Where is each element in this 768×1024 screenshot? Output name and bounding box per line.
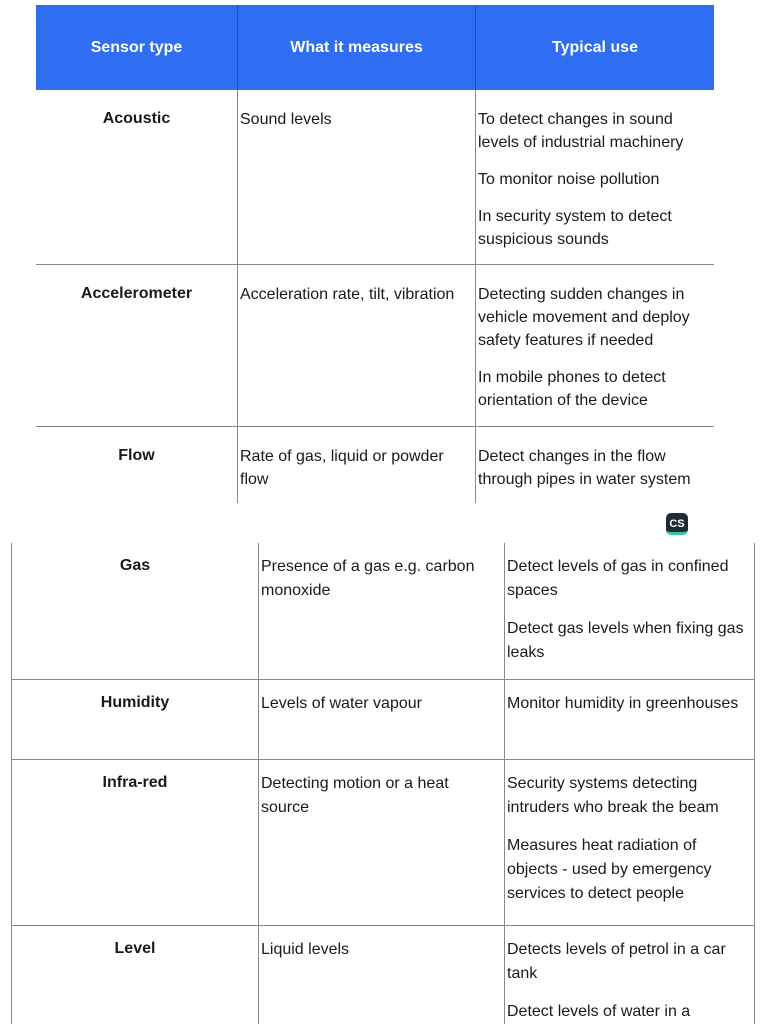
- use-item: In security system to detect suspicious sounds: [478, 208, 672, 248]
- sensor-name: Gas: [12, 543, 259, 679]
- sensor-measures: Presence of a gas e.g. carbon monoxide: [259, 543, 505, 679]
- header-typical-use: Typical use: [552, 38, 638, 56]
- table-row: [12, 760, 754, 926]
- sensor-measures: Sound levels: [238, 90, 476, 264]
- use-item: Measures heat radiation of objects - used by emergency services to detect people: [507, 837, 712, 902]
- use-item: Detect levels of gas in confined spaces: [507, 558, 729, 599]
- sensor-uses: [505, 926, 752, 1024]
- sensor-measures: Acceleration rate, tilt, vibration: [238, 265, 476, 426]
- sensor-uses: [476, 90, 714, 264]
- sensor-name: Infra-red: [12, 760, 259, 925]
- use-item: Detect levels of water in a: [507, 1003, 691, 1020]
- use-item: Detect gas levels when fixing gas leaks: [507, 620, 744, 661]
- use-item: To monitor noise pollution: [478, 171, 660, 188]
- sensor-name: Acoustic: [36, 90, 238, 264]
- sensor-measures: Detecting motion or a heat source: [259, 760, 505, 925]
- table-row: [36, 90, 714, 265]
- use-item: Detecting sudden changes in vehicle movement and deploy safety features if needed: [478, 286, 690, 349]
- table-row: [36, 265, 714, 427]
- sensor-uses: [505, 760, 752, 925]
- sensor-measures: Levels of water vapour: [259, 680, 505, 759]
- sensor-name: Humidity: [12, 680, 259, 759]
- sensor-name: Flow: [36, 427, 238, 503]
- table-row: [12, 680, 754, 760]
- use-item: Monitor humidity in greenhouses: [507, 695, 739, 712]
- use-item: Detect changes in the flow through pipes in water system: [478, 448, 691, 488]
- use-item: To detect changes in sound levels of industrial machinery: [478, 111, 684, 151]
- sensor-name: Level: [12, 926, 259, 1024]
- sensor-measures: Rate of gas, liquid or powder flow: [238, 427, 476, 503]
- sensor-table-bottom: [11, 543, 755, 1024]
- sensor-uses: [476, 265, 714, 426]
- camscanner-logo-icon: CS: [666, 513, 688, 535]
- table-header: [36, 5, 714, 90]
- sensor-uses: [476, 427, 714, 503]
- sensor-name: Accelerometer: [36, 265, 238, 426]
- sensor-uses: [505, 680, 752, 759]
- use-item: Detects levels of petrol in a car tank: [507, 941, 726, 982]
- use-item: Security systems detecting intruders who break the beam: [507, 775, 719, 816]
- table-row: [36, 427, 714, 503]
- sensor-table-top: [36, 5, 714, 503]
- header-sensor-type: Sensor type: [36, 5, 238, 90]
- table-row: [12, 926, 754, 1024]
- sensor-measures: Liquid levels: [259, 926, 505, 1024]
- header-what-it-measures: What it measures: [238, 5, 476, 90]
- use-item: In mobile phones to detect orientation of the device: [478, 369, 666, 409]
- sensor-uses: [505, 543, 752, 679]
- table-row: [12, 543, 754, 680]
